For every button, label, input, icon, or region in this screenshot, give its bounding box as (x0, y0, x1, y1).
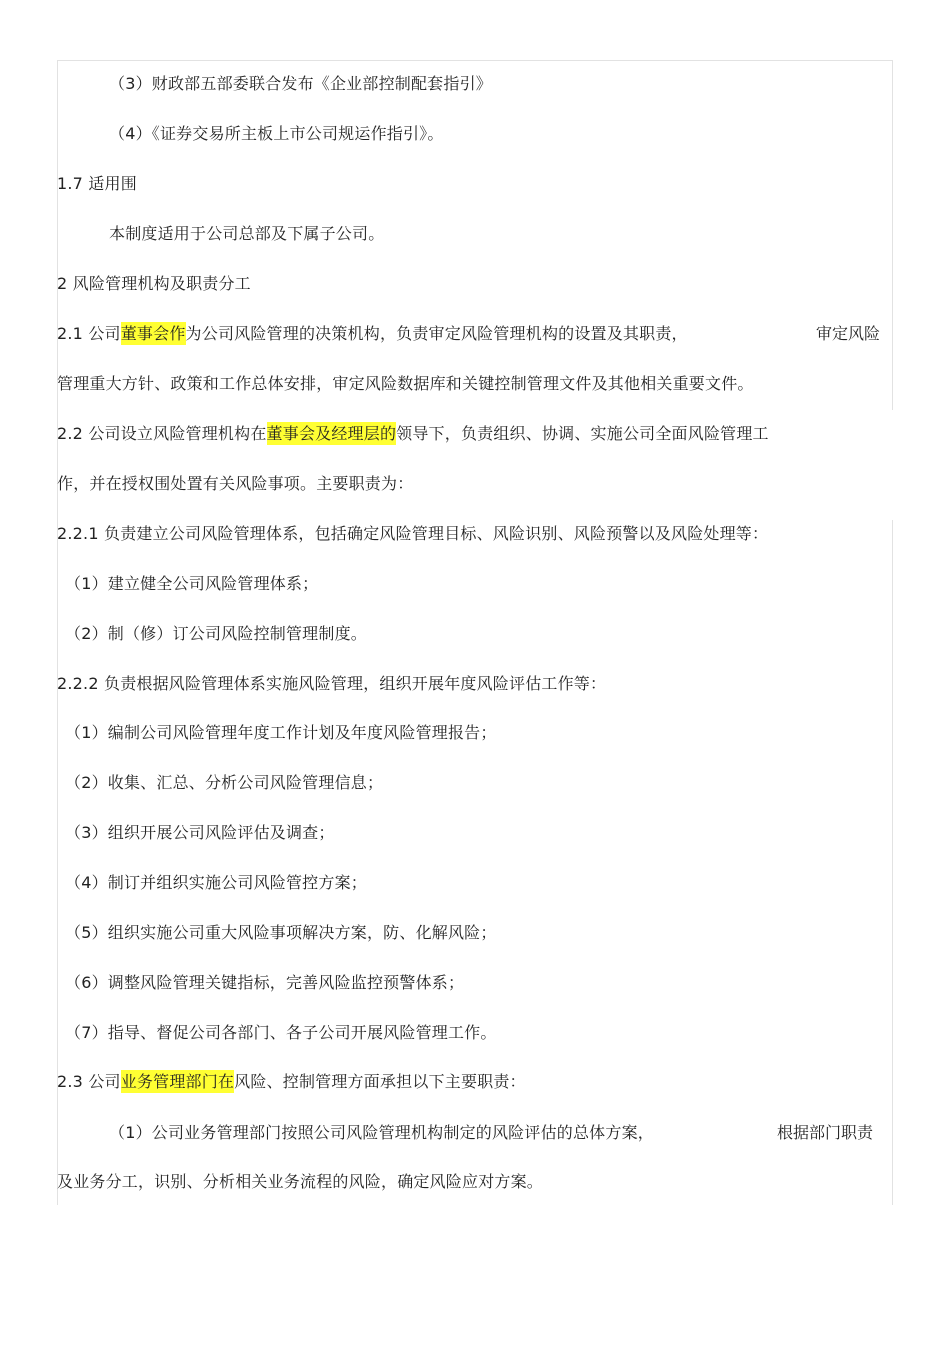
section-2-3-lead: 2.3 公司 (57, 1072, 121, 1091)
section-2-1-line (57, 323, 688, 345)
list-item: （5）组织实施公司重大风险事项解决方案，防、化解风险； (65, 923, 497, 942)
section-2-2-continued: 作，并在授权围处置有关风险事项。主要职责为： (57, 474, 414, 493)
frame-left-line (57, 60, 58, 1205)
list-item: （1）建立健全公司风险管理体系； (65, 574, 319, 593)
list-item: （3）组织开展公司风险评估及调查； (65, 823, 335, 842)
section-2-1-tail: 审定风险 (816, 324, 881, 343)
list-item: （7）指导、督促公司各部门、各子公司开展风险管理工作。 (65, 1023, 497, 1042)
section-2-3-line (57, 1071, 526, 1093)
section-2-3-item-1-tail: 根据部门职责 (777, 1123, 874, 1142)
frame-top-line (57, 60, 893, 61)
list-item: （4）制订并组织实施公司风险管控方案； (65, 873, 367, 892)
section-2-2-1: 2.2.1 负责建立公司风险管理体系，包括确定风险管理目标、风险识别、风险预警以及风险处理等： (57, 524, 769, 543)
section-2-3-item-1: （1）公司业务管理部门按照公司风险管理机构制定的风险评估的总体方案， (109, 1123, 654, 1142)
section-2-1-continued: 管理重大方针、政策和工作总体安排，审定风险数据库和关键控制管理文件及其他相关重要文件。 (57, 374, 754, 393)
list-item: （6）调整风险管理关键指标，完善风险监控预警体系； (65, 973, 465, 992)
highlight-board-management: 董事会及经理层的 (266, 424, 397, 443)
reference-item-3: （3）财政部五部委联合发布《企业部控制配套指引》 (109, 74, 492, 93)
section-heading-2: 2 风险管理机构及职责分工 (57, 274, 251, 293)
section-2-1-text: 为公司风险管理的决策机构，负责审定风险管理机构的设置及其职责， (185, 324, 688, 343)
section-2-3-item-1-continued: 及业务分工，识别、分析相关业务流程的风险，确定风险应对方案。 (57, 1172, 544, 1191)
section-2-2-lead: 2.2 公司设立风险管理机构在 (57, 424, 267, 443)
list-item: （1）编制公司风险管理年度工作计划及年度风险管理报告； (65, 723, 497, 742)
section-2-2-2: 2.2.2 负责根据风险管理体系实施风险管理，组织开展年度风险评估工作等： (57, 674, 607, 693)
frame-right-line-bottom (892, 520, 893, 1205)
highlight-business-departments: 业务管理部门在 (120, 1072, 235, 1091)
section-heading-1-7: 1.7 适用围 (57, 174, 137, 193)
list-item: （2）收集、汇总、分析公司风险管理信息； (65, 773, 384, 792)
section-2-2-line (57, 423, 769, 445)
frame-right-line-top (892, 60, 893, 410)
reference-item-4: （4）《证券交易所主板上市公司规运作指引》。 (109, 124, 444, 143)
section-2-1-lead: 2.1 公司 (57, 324, 121, 343)
highlight-board: 董事会作 (120, 324, 186, 343)
scope-paragraph: 本制度适用于公司总部及下属子公司。 (109, 224, 385, 243)
section-2-3-text: 风险、控制管理方面承担以下主要职责： (234, 1072, 526, 1091)
list-item: （2）制（修）订公司风险控制管理制度。 (65, 624, 367, 643)
section-2-2-text: 领导下，负责组织、协调、实施公司全面风险管理工 (396, 424, 769, 443)
